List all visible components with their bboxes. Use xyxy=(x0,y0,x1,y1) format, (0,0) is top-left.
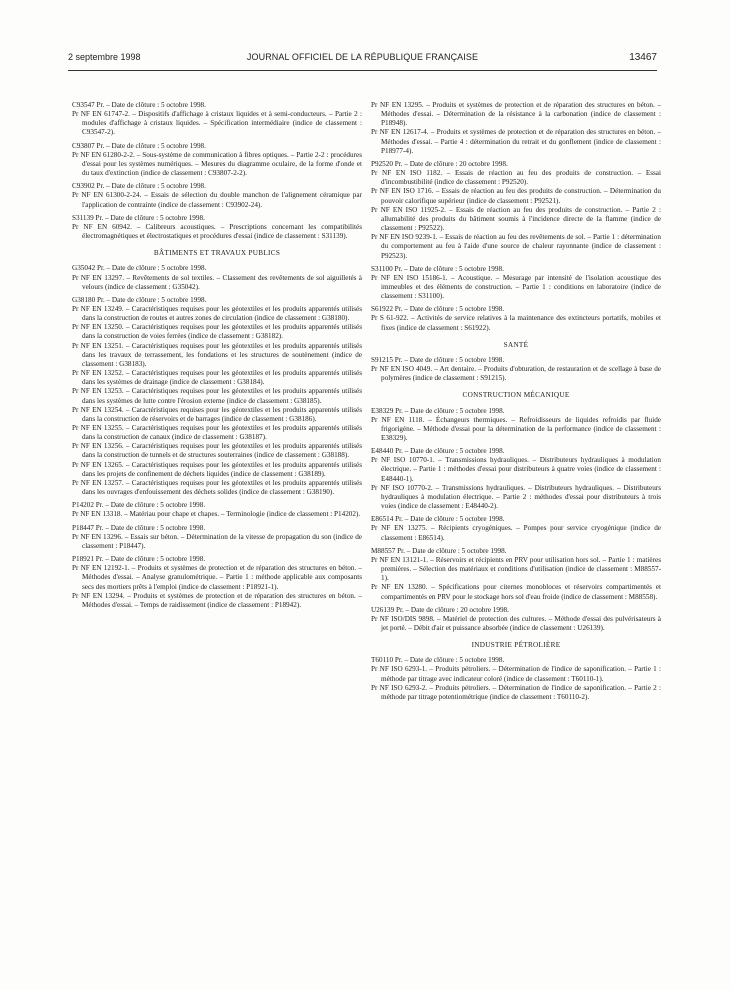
left-column xyxy=(72,101,362,610)
standard-entry: Pr NF EN 13253. – Caractéristiques requises pour les géotextiles et les produits apparentés utilisés dans les systèmes de lutte contre l'érosion externe (indice de classement : G38185). xyxy=(72,387,362,405)
section-heading: CONSTRUCTION MÉCANIQUE xyxy=(462,391,570,400)
standard-entry: Pr NF EN ISO 1716. – Essais de réaction au feu des produits de construction. – Détermination du pouvoir calorifique supérieur (indice de classement : P92521). xyxy=(371,187,661,205)
standard-entry: Pr NF ISO/DIS 9898. – Matériel de protection des cultures. – Méthode d'essai des pulvérisateurs à jet porté. – Débit d'air et puissance absorbée (indice de classement : U26139). xyxy=(371,614,661,632)
standard-entry: Pr NF EN ISO 1182. – Essais de réaction au feu des produits de construction. – Essai d'incombustibilité (indice de classement : P92520). xyxy=(371,169,661,187)
closing-date-entry: P92520 Pr. – Date de clôture : 20 octobre 1998. xyxy=(371,159,508,168)
standard-entry: Pr NF EN 13318. – Matériau pour chape et chapes. – Terminologie (indice de classement : P14202). xyxy=(72,510,361,519)
standard-entry: Pr NF EN 13295. – Produits et systèmes de protection et de réparation des structures en béton. – Méthodes d'essai. – Détermination de la résistance à la carbonation (indice de classement : P18948). xyxy=(371,101,661,128)
standard-entry: Pr NF ISO 10770-2. – Transmissions hydrauliques. – Distributeurs hydrauliques. – Distributeurs hydrauliques à modulation électrique. – Partie 2 : méthodes d'essai pour distributeurs à trois voies (indice de classement : E48440-2). xyxy=(371,483,661,511)
standard-entry: Pr NF EN 1118. – Échangeurs thermiques. – Refroidisseurs de liquides refroidis par fluide frigorigène. – Méthode d'essai pour la détermination de la performance (indice de classement : E38329). xyxy=(371,415,661,442)
standard-entry: Pr S 61-922. – Activités de service relatives à la maintenance des extincteurs portatifs, mobiles et fixes (indice de classement : S61922). xyxy=(371,314,661,332)
standard-entry: Pr NF EN 13255. – Caractéristiques requises pour les géotextiles et les produits apparentés utilisés dans la construction de canaux (indice de classement : G38187). xyxy=(72,424,362,442)
standard-entry: Pr NF EN ISO 15186-1. – Acoustique. – Mesurage par intensité de l'isolation acoustique des immeubles et des éléments de construction. – Partie 1 : conditions en laboratoire (indice de classement : S31100). xyxy=(371,273,661,301)
standard-entry: Pr NF EN 13251. – Caractéristiques requises pour les géotextiles et les produits apparentés utilisés dans les travaux de terrassement, les fondations et les structures de soutènement (indice de classement : G38183). xyxy=(72,341,362,368)
standard-entry: Pr NF EN 61300-2-24. – Essais de sélection du double manchon de l'alignement céramique par l'application de contrainte (indice de classement : C93902-24). xyxy=(72,191,362,209)
closing-date-entry: P14202 Pr. – Date de clôture : 5 octobre 1998. xyxy=(72,501,206,510)
closing-date-entry: C93902 Pr. – Date de clôture : 5 octobre 1998. xyxy=(72,182,206,191)
closing-date-entry: G38180 Pr. – Date de clôture : 5 octobre 1998. xyxy=(72,295,207,304)
standard-entry: Pr NF EN 13257. – Caractéristiques requises pour les géotextiles et les produits apparentés utilisés dans les ouvrages d'enfouissement des déchets solides (indice de classement : G38190). xyxy=(72,478,362,497)
standard-entry: Pr NF EN ISO 9239-1. – Essais de réaction au feu des revêtements de sol. – Partie 1 : détermination du comportement au feu à l'aide d'une source de chaleur rayonnante (indice de classement : P92523). xyxy=(371,233,661,260)
closing-date-entry: S31100 Pr. – Date de clôture : 5 octobre 1998. xyxy=(371,264,504,273)
standard-entry: Pr NF EN 13249. – Caractéristiques requises pour les géotextiles et les produits apparentés utilisés dans la construction de routes et autres zones de circulation (indice de classement : G38180). xyxy=(72,304,362,323)
standard-entry: Pr NF EN 60942. – Calibreurs acoustiques. – Prescriptions concernant les compatibilités électromagnétiques et électrostatiques et procédures d'essai (indice de classement : S31139). xyxy=(72,222,362,241)
right-column xyxy=(371,101,661,702)
standard-entry: Pr NF EN 13250. – Caractéristiques requises pour les géotextiles et les produits apparentés utilisés dans la construction de voies ferrées (indice de classement : G38182). xyxy=(72,323,362,341)
standard-entry: Pr NF EN 61747-2. – Dispositifs d'affichage à cristaux liquides et à semi-conducteurs. – Partie 2 : modules d'affichage à cristaux liquides. – Spécification intermédiaire (indice de classement : C93547-2). xyxy=(72,110,362,137)
standard-entry: Pr NF EN 61280-2-2. – Sous-système de communication à fibres optiques. – Partie 2-2 : procédures d'essai pour les systèmes numériques. – Mesures du diagramme oculaire, de la forme d'onde et du taux d'extinction (indice de classement : C93807-2-2). xyxy=(72,150,362,178)
standard-entry: Pr NF ISO 6293-2. – Produits pétroliers. – Détermination de l'indice de saponification. – Partie 2 : méthode par titrage potentiométrique (indice de classement : T60110-2). xyxy=(371,683,661,701)
standard-entry: Pr NF EN 12617-4. – Produits et systèmes de protection et de réparation des structures en béton. – Méthodes d'essai. – Partie 4 : détermination du retrait et du gonflement (indice de classement : P18977-4). xyxy=(371,128,661,155)
standard-entry: Pr NF ISO 6293-1. – Produits pétroliers. – Détermination de l'indice de saponification. – Partie 1 : méthode par titrage avec indicateur coloré (indice de classement : T60110-1). xyxy=(371,665,661,683)
standard-entry: Pr NF EN 13121-1. – Réservoirs et récipients en PRV pour utilisation hors sol. – Partie 1 : matières premières. – Sélection des matériaux et conditions d'utilisation (indice de classement : M88557-1). xyxy=(371,555,661,583)
section-heading: SANTÉ xyxy=(503,340,529,349)
closing-date-entry: S61922 Pr. – Date de clôture : 5 octobre 1998. xyxy=(371,305,505,314)
header-rule xyxy=(68,70,657,71)
closing-date-entry: C93807 Pr. – Date de clôture : 5 octobre 1998. xyxy=(72,141,206,150)
standard-entry: Pr NF EN 13265. – Caractéristiques requises pour les géotextiles et les produits apparentés utilisés dans les projets de confinement de déchets liquides (indice de classement : G38189). xyxy=(72,460,362,478)
standard-entry: Pr NF EN 13294. – Produits et systèmes de protection et de réparation des structures en béton. – Méthodes d'essai. – Temps de raidissement (indice de classement : P18942). xyxy=(72,591,362,609)
closing-date-entry: E48440 Pr. – Date de clôture : 5 octobre 1998. xyxy=(371,447,505,456)
standard-entry: Pr NF EN ISO 11925-2. – Essais de réaction au feu des produits de construction. – Partie 2 : allumabilité des produits du bâtiment soumis à l'incidence directe de la flamme (indice de classement : P92522). xyxy=(371,205,661,233)
page-number: 13467 xyxy=(629,52,657,63)
journal-title: JOURNAL OFFICIEL DE LA RÉPUBLIQUE FRANÇAISE xyxy=(246,52,479,62)
section-heading: INDUSTRIE PÉTROLIÈRE xyxy=(471,641,561,650)
standard-entry: Pr NF EN 13296. – Essais sur béton. – Détermination de la vitesse de propagation du son (indice de classement : P18447). xyxy=(72,532,362,550)
closing-date-entry: U26139 Pr. – Date de clôture : 20 octobre 1998. xyxy=(371,605,509,614)
header-date: 2 septembre 1998 xyxy=(68,52,141,62)
standard-entry: Pr NF EN 12192-1. – Produits et systèmes de protection et de réparation des structures en béton. – Méthodes d'essai. – Analyse granulométrique. – Partie 1 : méthode applicable aux composants secs des mortiers prêts à l'emploi (indice de classement : P18921-1). xyxy=(72,564,362,591)
closing-date-entry: P18921 Pr. – Date de clôture : 5 octobre 1998. xyxy=(72,555,206,564)
closing-date-entry: E38329 Pr. – Date de clôture : 5 octobre 1998. xyxy=(371,406,505,415)
standard-entry: Pr NF EN 13280. – Spécifications pour citernes monobloces et réservoirs compartimentés et compartimentés en PRV pour le stockage hors sol d'eau froide (indice de classement : M88558). xyxy=(371,583,661,601)
closing-date-entry: C93547 Pr. – Date de clôture : 5 octobre 1998. xyxy=(72,101,206,109)
closing-date-entry: G35042 Pr. – Date de clôture : 5 octobre 1998. xyxy=(72,264,207,273)
page-header xyxy=(68,52,657,66)
closing-date-entry: P18447 Pr. – Date de clôture : 5 octobre 1998. xyxy=(72,523,206,532)
closing-date-entry: S91215 Pr. – Date de clôture : 5 octobre 1998. xyxy=(371,355,505,364)
standard-entry: Pr NF EN 13256. – Caractéristiques requises pour les géotextiles et les produits apparentés utilisés dans la construction de tunnels et de structures souterraines (indice de classement : G38188). xyxy=(72,442,362,460)
standard-entry: Pr NF EN 13254. – Caractéristiques requises pour les géotextiles et les produits apparentés utilisés dans la construction de réservoirs et de barrages (indice de classement : G38186). xyxy=(72,405,362,423)
standard-entry: Pr NF ISO 10770-1. – Transmissions hydrauliques. – Distributeurs hydrauliques à modulation électrique. – Partie 1 : méthodes d'essai pour distributeurs à quatre voies (indice de classement : E48440-1). xyxy=(371,456,661,483)
standard-entry: Pr NF EN 13297. – Revêtements de sol textiles. – Classement des revêtements de sol aiguilletés à velours (indice de classement : G35042). xyxy=(72,273,362,291)
standard-entry: Pr NF EN ISO 4049. – Art dentaire. – Produits d'obturation, de restauration et de scellage à base de polymères (indice de classement : S91215). xyxy=(371,365,661,383)
standard-entry: Pr NF EN 13252. – Caractéristiques requises pour les géotextiles et les produits apparentés utilisés dans les systèmes de drainage (indice de classement : G38184). xyxy=(72,369,362,387)
section-heading: BÂTIMENTS ET TRAVAUX PUBLICS xyxy=(153,249,281,258)
closing-date-entry: M88557 Pr. – Date de clôture : 5 octobre 1998. xyxy=(371,546,507,555)
closing-date-entry: T60110 Pr. – Date de clôture : 5 octobre 1998. xyxy=(371,656,505,665)
standard-entry: Pr NF EN 13275. – Récipients cryogéniques. – Pompes pour service cryogénique (indice de classement : E86514). xyxy=(371,524,661,542)
closing-date-entry: S31139 Pr. – Date de clôture : 5 octobre 1998. xyxy=(72,213,205,222)
closing-date-entry: E86514 Pr. – Date de clôture : 5 octobre 1998. xyxy=(371,515,505,524)
